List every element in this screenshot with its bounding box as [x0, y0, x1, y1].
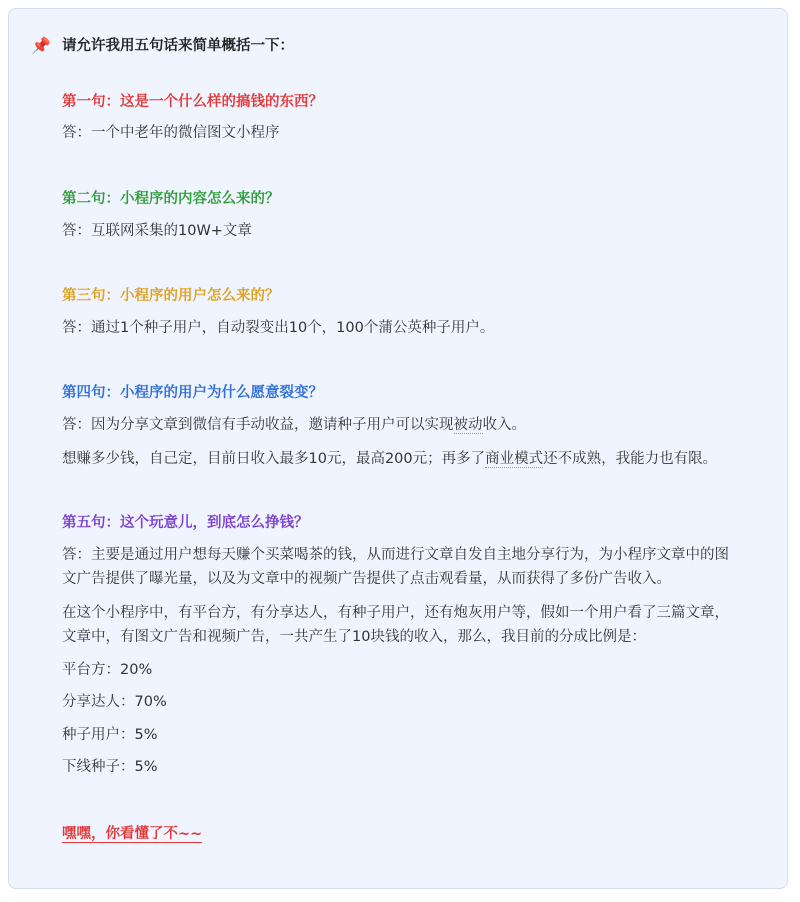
share-downline-seed: 下线种子：5% — [62, 759, 158, 775]
example-line-1: 在这个小程序中，有平台方，有分享达人，有种子用户，还有炮灰用户等，假如一个用户看了三篇文章， — [62, 605, 729, 621]
answer-5-line-2: 文广告提供了曝光量，以及为文章中的视频广告提供了点击观看量，从而获得了多份广告收入。 — [62, 571, 671, 587]
question-3: 第三句：小程序的用户怎么来的？ — [62, 288, 280, 304]
summary-title: 请允许我用五句话来简单概括一下： — [62, 38, 294, 54]
keyword-link-passive[interactable]: 被动 — [453, 417, 483, 433]
answer-4-extra-text: 想赚多少钱，自己定，目前日收入最多10元，最高200元；再多了 — [62, 451, 486, 467]
question-2: 第二句：小程序的内容怎么来的？ — [62, 191, 280, 207]
answer-4-text: 答：因为分享文章到微信有手动收益，邀请种子用户可以实现 — [62, 417, 454, 433]
answer-1: 答：一个中老年的微信图文小程序 — [62, 125, 280, 141]
pushpin-icon: 📌 — [31, 36, 51, 55]
share-platform: 平台方：20% — [62, 662, 153, 678]
keyword-link-business-model[interactable]: 商业模式 — [485, 451, 544, 467]
share-seed-user: 种子用户：5% — [62, 727, 158, 743]
share-sharer: 分享达人：70% — [62, 694, 167, 710]
answer-4-extra — [62, 447, 717, 471]
answer-4-text-end: 收入。 — [482, 417, 526, 433]
question-4: 第四句：小程序的用户为什么愿意裂变？ — [62, 385, 323, 401]
example-line-2: 文章中，有图文广告和视频广告，一共产生了10块钱的收入，那么，我目前的分成比例是： — [62, 629, 646, 645]
answer-3: 答：通过1个种子用户，自动裂变出10个，100个蒲公英种子用户。 — [62, 320, 495, 336]
answer-5-line-1: 答：主要是通过用户想每天赚个买菜喝茶的钱，从而进行文章自发自主地分享行为，为小程序文章中的图 — [62, 547, 729, 563]
answer-2: 答：互联网采集的10W+文章 — [62, 223, 252, 239]
summary-card — [8, 8, 788, 889]
question-1: 第一句：这是一个什么样的搞钱的东西？ — [62, 94, 323, 110]
answer-4-extra-end: 还不成熟，我能力也有限。 — [543, 451, 718, 467]
final-remark: 嘿嘿，你看懂了不~~ — [62, 826, 203, 842]
final-line — [62, 822, 202, 846]
question-5: 第五句：这个玩意儿，到底怎么挣钱？ — [62, 515, 309, 531]
answer-4 — [62, 413, 526, 437]
